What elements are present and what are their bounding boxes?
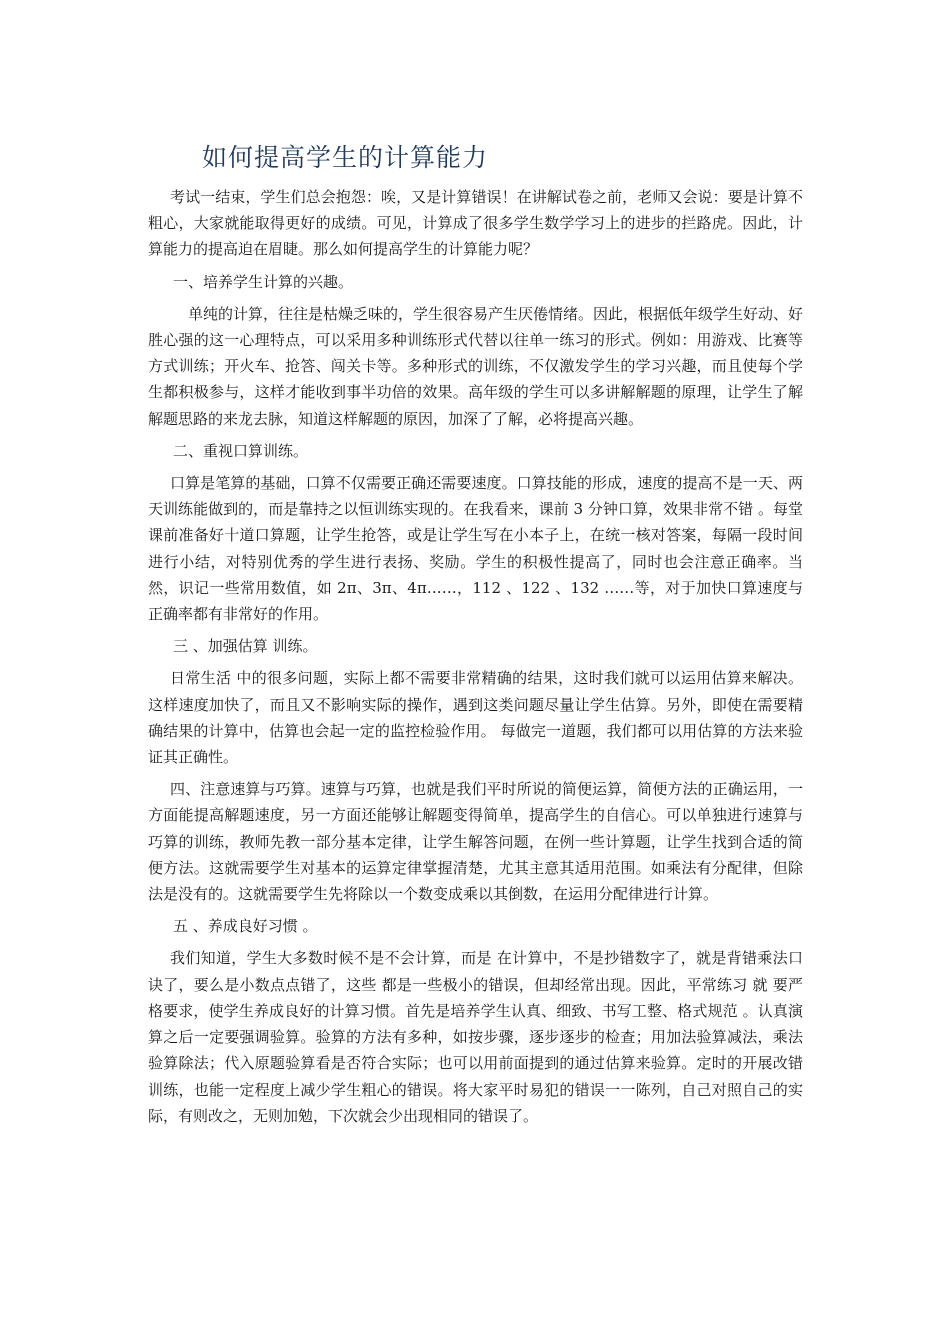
section-body-5: 我们知道，学生大多数时候不是不会计算，而是 在计算中，不是抄错数字了，就是背错乘法口诀了，要么是小数点点错了，这些 都是一些极小的错误，但却经常出现。因此，平常练习 就 要严格要求，使学生养成良好的计算习惯。首先是培养学生认真、细致、书写工整、格式规范 。认真演算之后一定要强调验算。验算的方法有多种，如按步骤，逐步逐步的检查；用加法验算减法，乘法验算除法；代入原题验算看是否符合实际；也可以用前面提到的通过估算来验算。定时的开展改错训练，也能一定程度上减少学生粗心的错误。将大家平时易犯的错误一一陈列，自己对照自己的实际，有则改之，无则加勉，下次就会少出现相同的错误了。 [148, 949, 803, 1125]
document-title: 如何提高学生的计算能力 [202, 143, 489, 172]
document-body [148, 184, 803, 1129]
section-body-1: 单纯的计算，往往是枯燥乏味的，学生很容易产生厌倦情绪。因此，根据低年级学生好动、好胜心强的这一心理特点，可以采用多种训练形式代替以往单一练习的形式。例如：用游戏、比赛等方式训练；开火车、抢答、闯关卡等。多种形式的训练，不仅激发学生的学习兴趣，而且使每个学生都积极参与，这样才能收到事半功倍的效果。高年级的学生可以多讲解解题的原理，让学生了解解题思路的来龙去脉，知道这样解题的原因，加深了了解，必将提高兴趣。 [148, 304, 804, 428]
section-heading-5: 五 、养成良好习惯 。 [173, 917, 318, 936]
section-heading-1: 一、培养学生计算的兴趣。 [173, 272, 354, 291]
section-heading-2: 二、重视口算训练。 [173, 441, 309, 460]
intro-paragraph: 考试一结束，学生们总会抱怨：唉，又是计算错误！在讲解试卷之前，老师又会说：要是计算不粗心，大家就能取得更好的成绩。可见，计算成了很多学生数学学习上的进步的拦路虎。因此，计算能力的提高迫在眉睫。那么如何提高学生的计算能力呢？ [148, 188, 803, 259]
section-body-4: 四、注意速算与巧算。速算与巧算，也就是我们平时所说的简便运算，简便方法的正确运用，一方面能提高解题速度，另一方面还能够让解题变得简单，提高学生的自信心。可以单独进行速算与巧算的训练，教师先教一部分基本定律，让学生解答问题，在例一些计算题，让学生找到合适的简便方法。这就需要学生对基本的运算定律掌握清楚，尤其主意其适用范围。如乘法有分配律，但除法是没有的。这就需要学生先将除以一个数变成乘以其倒数，在运用分配律进行计算。 [148, 780, 803, 904]
section-heading-3: 三 、加强估算 训练。 [173, 637, 318, 656]
section-body-2: 口算是笔算的基础，口算不仅需要正确还需要速度。口算技能的形成，速度的提高不是一天、两天训练能做到的，而是靠持之以恒训练实现的。在我看来，课前 3 分钟口算，效果非常不错 。每堂课前准备好十道口算题，让学生抢答，或是让学生写在小本子上，在统一核对答案，每隔一段时间进行小结，对特别优秀的学生进行表扬、奖励。学生的积极性提高了，同时也会注意正确率。当然，识记一些常用数值，如 2π、3π、4π……，112 、122 、132 ……等，对于加快口算速度与正确率都有非常好的作用。 [148, 474, 803, 624]
section-body-3: 日常生活 中的很多问题，实际上都不需要非常精确的结果，这时我们就可以运用估算来解决。这样速度加快了，而且又不影响实际的操作，遇到这类问题尽量让学生估算。另外，即使在需要精确结果的计算中，估算也会起一定的监控检验作用。 每做完一道题，我们都可以用估算的方法来验证其正确性。 [148, 669, 803, 767]
